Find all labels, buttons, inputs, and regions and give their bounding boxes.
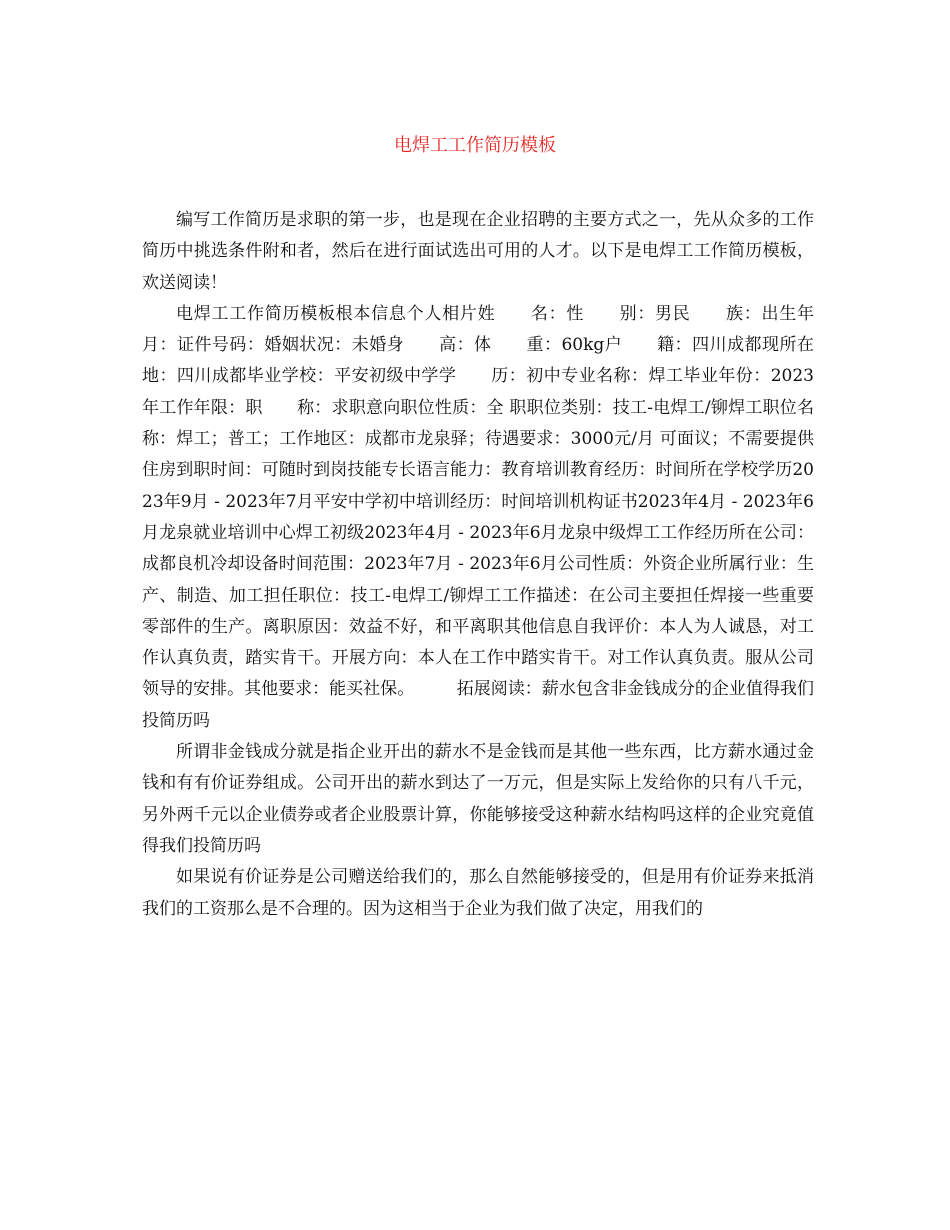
resume-content-paragraph: 电焊工工作简历模板根本信息个人相片姓 名：性 别：男民 族：出生年月：证件号码：婚姻状况：未婚身 高：体 重：60kg户 籍：四川成都现所在地：四川成都毕业学校：平安初级中学学 历：初中专业名称：焊工毕业年份：2023年工作年限：职 称：求职意向职位性质：全 职职位类别：技工-电焊工/铆焊工职位名称：焊工；普工；工作地区：成都市龙泉驿；待遇要求：3000元/月 可面议；不需要提供住房到职时间：可随时到岗技能专长语言能力：教育培训教育经历：时间所在学校学历2023年9月 - 2023年7月平安中学初中培训经历：时间培训机构证书2023年4月 - 2023年6月龙泉就业培训中心焊工初级2023年4月 - 2023年6月龙泉中级焊工工作经历所在公司：成都良机冷却设备时间范围：2023年7月 - 2023年6月公司性质：外资企业所属行业：生产、制造、加工担任职位：技工-电焊工/铆焊工工作描述：在公司主要担任焊接一些重要零部件的生产。离职原因：效益不好，和平离职其他信息自我评价：本人为人诚恳，对工作认真负责，踏实肯干。开展方向：本人在工作中踏实肯干。对工作认真负责。服从公司领导的安排。其他要求：能买社保。 拓展阅读：薪水包含非金钱成分的企业值得我们投简历吗 bbox=[142, 303, 814, 731]
intro-paragraph: 编写工作简历是求职的第一步，也是现在企业招聘的主要方式之一，先从众多的工作简历中挑选条件附和者，然后在进行面试选出可用的人才。以下是电焊工工作简历模板，欢送阅读！ bbox=[142, 210, 814, 293]
non-monetary-salary-paragraph: 所谓非金钱成分就是指企业开出的薪水不是金钱而是其他一些东西，比方薪水通过金钱和有有价证券组成。公司开出的薪水到达了一万元，但是实际上发给你的只有八千元，另外两千元以企业债券或者企业股票计算，你能够接受这种薪水结构吗这样的企业究竟值得我们投简历吗 bbox=[142, 742, 814, 856]
securities-paragraph: 如果说有价证券是公司赠送给我们的，那么自然能够接受的，但是用有价证券来抵消我们的工资那么是不合理的。因为这相当于企业为我们做了决定，用我们的 bbox=[142, 867, 814, 919]
document-body bbox=[142, 205, 814, 925]
document-title: 电焊工工作简历模板 bbox=[394, 135, 556, 156]
